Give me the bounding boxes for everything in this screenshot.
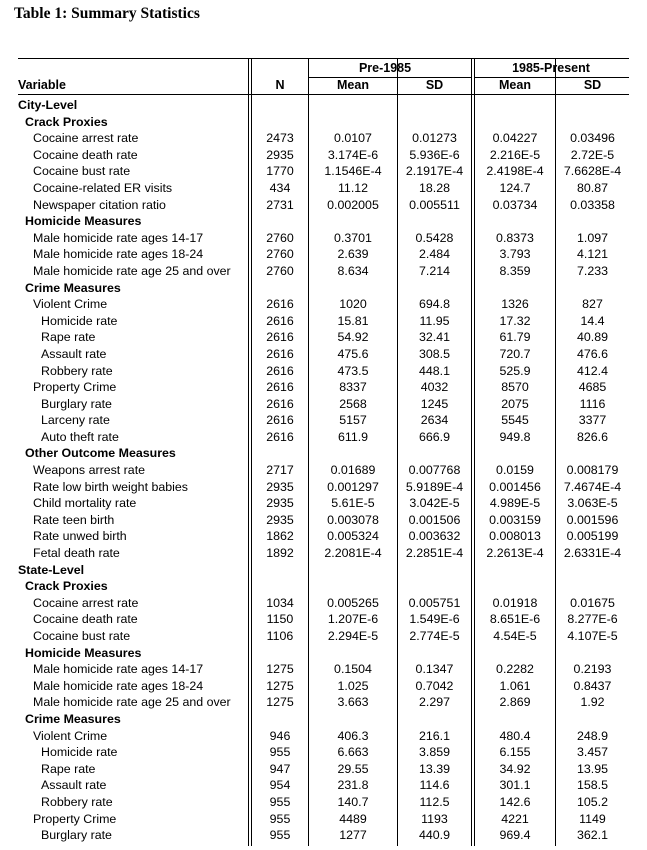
cell-sd-post: 826.6 [576,429,608,444]
cell-sd-pre: 308.5 [418,346,450,361]
cell-mean-post: 2.216E-5 [489,147,541,162]
cell-n: 2616 [266,429,294,444]
cell-mean-pre: 15.81 [337,313,369,328]
cell-sd-pre: 2.774E-5 [409,629,460,643]
cell-mean-pre: 0.003078 [327,512,379,527]
cell-mean-pre: 8337 [339,380,367,395]
table-row [0,528,647,545]
cell-sd-post: 8.277E-6 [567,612,618,627]
table-row [0,130,647,147]
cell-sd-pre: 5.936E-6 [409,147,460,162]
row-label: Weapons arrest rate [33,463,146,478]
cell-sd-pre: 0.01273 [412,131,457,146]
section-header-row [0,645,647,662]
row-label: Male homicide rate ages 14-17 [33,230,204,245]
section-label: City-Level [18,98,78,112]
cell-sd-pre: 0.007768 [408,463,461,478]
table-row [0,296,647,313]
cell-mean-post: 2.2613E-4 [486,546,544,561]
column-header-variable: Variable [18,78,66,92]
cell-mean-pre: 5.61E-5 [331,496,375,511]
cell-mean-post: 124.7 [499,180,531,195]
cell-sd-post: 362.1 [576,828,608,843]
cell-mean-post: 949.8 [499,429,531,444]
cell-n: 1770 [266,164,294,179]
cell-mean-pre: 1.207E-6 [327,612,379,627]
cell-sd-pre: 2634 [420,413,449,428]
cell-mean-post: 0.003159 [489,512,541,527]
table-row [0,329,647,346]
cell-mean-pre: 29.55 [337,761,369,776]
cell-mean-post: 5545 [501,413,529,428]
cell-n: 1275 [266,678,294,693]
cell-n: 2935 [266,496,294,511]
cell-mean-pre: 0.005324 [327,529,379,544]
cell-mean-post: 2.869 [499,695,531,710]
table-row [0,728,647,745]
table-row [0,744,647,761]
cell-sd-pre: 13.39 [418,761,450,776]
cell-mean-post: 1326 [501,297,529,312]
cell-n: 955 [269,794,291,809]
cell-n: 2616 [266,313,294,328]
cell-mean-pre: 8.634 [337,263,369,278]
cell-n: 954 [269,778,291,793]
section-label: Homicide Measures [25,645,142,660]
section-header-row [0,578,647,595]
table-row [0,545,647,562]
cell-sd-pre: 0.001506 [408,512,461,527]
cell-mean-pre: 2.639 [337,247,369,262]
table-row [0,678,647,695]
cell-mean-post: 2.4198E-4 [486,164,544,179]
cell-n: 1150 [266,612,294,627]
cell-sd-post: 0.01675 [570,595,615,610]
cell-sd-post: 7.4674E-4 [563,479,622,494]
table-row [0,462,647,479]
row-label: Assault rate [41,778,107,793]
row-label: Cocaine-related ER visits [33,180,173,195]
table-row [0,611,647,628]
table-row [0,379,647,396]
cell-n: 2935 [266,147,294,162]
row-label: Rape rate [41,761,96,776]
table-row [0,479,647,496]
cell-mean-post: 0.04227 [492,131,538,146]
row-label: Auto theft rate [41,429,119,444]
row-label: Cocaine death rate [33,147,138,162]
cell-mean-post: 0.8373 [496,230,534,245]
cell-sd-pre: 0.003632 [408,529,461,544]
cell-mean-pre: 0.002005 [327,197,379,212]
cell-mean-post: 61.79 [499,330,531,345]
cell-mean-pre: 0.1504 [334,662,372,677]
cell-sd-post: 0.008179 [566,463,619,478]
column-header-mean-pre: Mean [337,78,369,92]
cell-sd-pre: 2.484 [418,247,450,262]
cell-n: 2616 [266,346,294,361]
cell-sd-pre: 4032 [420,380,449,395]
cell-n: 1034 [266,595,294,610]
cell-mean-post: 969.4 [499,828,531,843]
row-label: Violent Crime [33,297,108,312]
cell-mean-pre: 3.174E-6 [327,147,379,162]
table-row [0,512,647,529]
row-label: Male homicide rate age 25 and over [33,263,231,278]
cell-n: 434 [269,180,291,195]
cell-n: 2616 [266,380,294,395]
row-label: Male homicide rate ages 18-24 [33,678,204,693]
cell-n: 955 [269,745,291,760]
row-label: Homicide rate [41,313,118,328]
cell-sd-post: 0.8437 [573,678,612,693]
cell-sd-pre: 0.7042 [415,678,454,693]
cell-mean-post: 0.008013 [489,529,541,544]
row-label: Male homicide rate ages 14-17 [33,662,204,677]
cell-mean-pre: 54.92 [337,330,369,345]
cell-mean-post: 6.155 [499,745,531,760]
cell-mean-post: 34.92 [499,761,531,776]
cell-n: 2760 [266,230,294,245]
table-row [0,777,647,794]
column-header-sd-pre: SD [425,78,444,92]
cell-n: 955 [269,828,291,843]
table-row [0,694,647,711]
cell-sd-pre: 2.297 [418,695,450,710]
cell-mean-post: 17.32 [499,313,531,328]
table-row [0,661,647,678]
cell-n: 1275 [266,662,294,677]
cell-sd-pre: 114.6 [419,778,450,793]
table-row [0,412,647,429]
row-label: Male homicide rate age 25 and over [33,695,231,710]
table-row [0,827,647,844]
cell-mean-post: 4.989E-5 [489,496,541,511]
cell-mean-pre: 473.5 [337,363,369,378]
cell-sd-pre: 0.1347 [415,662,454,677]
table-row [0,794,647,811]
cell-sd-pre: 694.8 [418,297,450,312]
column-header-mean-post: Mean [499,78,531,92]
row-label: Fetal death rate [33,546,120,561]
cell-mean-pre: 0.01689 [330,463,376,478]
cell-mean-post: 0.01918 [492,595,538,610]
cell-sd-post: 4685 [578,380,607,395]
section-label: Other Outcome Measures [25,446,176,461]
cell-mean-pre: 11.12 [337,180,369,195]
cell-n: 2731 [266,197,294,212]
cell-sd-pre: 2.1917E-4 [405,164,464,179]
row-label: Homicide rate [41,745,118,760]
row-label: Burglary rate [41,396,112,411]
cell-mean-pre: 3.663 [337,695,369,710]
cell-sd-pre: 440.9 [418,828,450,843]
section-header-row [0,114,647,131]
table-row [0,313,647,330]
cell-sd-pre: 1245 [420,396,449,411]
section-label: State-Level [18,562,85,577]
section-label: Crime Measures [25,280,121,295]
cell-sd-post: 7.233 [576,263,608,278]
row-label: Robbery rate [41,794,113,809]
cell-n: 2935 [266,512,294,527]
cell-mean-post: 8570 [501,380,529,395]
cell-sd-post: 40.89 [576,330,608,345]
cell-sd-post: 412.4 [576,363,608,378]
section-label: Homicide Measures [25,214,142,229]
cell-mean-pre: 0.0107 [334,131,372,146]
cell-n: 2616 [266,413,294,428]
section-header-row [0,562,647,579]
cell-mean-post: 525.9 [499,363,531,378]
row-label: Cocaine arrest rate [33,131,139,146]
cell-mean-post: 8.651E-6 [489,612,541,627]
cell-n: 1275 [266,695,294,710]
cell-sd-post: 158.5 [576,778,608,793]
row-label: Robbery rate [41,363,113,378]
cell-sd-post: 2.72E-5 [570,147,615,162]
cell-mean-post: 301.1 [499,778,531,793]
section-header-row [0,711,647,728]
cell-sd-pre: 1193 [421,811,448,826]
row-label: Rate low birth weight babies [33,479,188,494]
cell-sd-pre: 3.042E-5 [409,496,460,511]
table-row [0,246,647,263]
cell-n: 2616 [266,396,294,411]
table-row [0,429,647,446]
cell-mean-post: 2075 [501,396,529,411]
table-body [0,97,647,844]
cell-sd-post: 1.097 [576,230,608,245]
cell-mean-post: 480.4 [499,728,531,743]
cell-sd-post: 476.6 [576,346,608,361]
table-row [0,396,647,413]
cell-mean-pre: 231.8 [337,778,369,793]
cell-sd-post: 13.95 [576,761,608,776]
table-row [0,263,647,280]
cell-mean-pre: 5157 [339,413,367,428]
row-label: Assault rate [41,346,107,361]
cell-mean-pre: 6.663 [337,745,369,760]
cell-sd-post: 1116 [579,396,606,411]
cell-n: 2935 [266,479,294,494]
table-row [0,346,647,363]
row-label: Cocaine death rate [33,612,138,627]
row-label: Child mortality rate [33,496,137,511]
cell-n: 1106 [266,629,294,643]
cell-n: 2616 [266,330,294,345]
cell-sd-pre: 5.9189E-4 [405,479,464,494]
cell-n: 2616 [266,297,294,312]
cell-sd-post: 3.063E-5 [567,496,618,511]
cell-mean-pre: 140.7 [337,794,369,809]
cell-sd-pre: 3.859 [418,745,450,760]
cell-mean-post: 0.0159 [496,463,534,478]
cell-sd-post: 7.6628E-4 [563,164,622,179]
section-label: Crack Proxies [25,114,108,129]
section-header-row [0,213,647,230]
cell-sd-pre: 112.5 [419,794,450,809]
cell-mean-post: 142.6 [499,794,531,809]
group-header-1985-present: 1985-Present [512,61,590,75]
cell-sd-post: 2.6331E-4 [563,546,622,561]
cell-sd-pre: 11.95 [419,313,450,328]
cell-mean-post: 3.793 [499,247,531,262]
cell-mean-pre: 1277 [339,828,367,843]
row-label: Male homicide rate ages 18-24 [33,247,204,262]
cell-mean-pre: 0.005265 [327,595,379,610]
row-label: Burglary rate [41,828,112,843]
cell-mean-post: 4221 [501,811,529,826]
row-label: Property Crime [33,380,117,395]
cell-mean-pre: 406.3 [337,728,369,743]
cell-sd-post: 0.03496 [570,131,615,146]
cell-sd-post: 0.03358 [570,197,615,212]
cell-mean-pre: 0.001297 [327,479,379,494]
cell-sd-pre: 2.2851E-4 [405,546,464,561]
cell-n: 2760 [266,263,294,278]
cell-sd-post: 4.121 [576,247,608,262]
cell-mean-post: 0.03734 [492,197,538,212]
table-top-rule [18,58,629,59]
cell-mean-post: 8.359 [499,263,531,278]
cell-n: 2616 [266,363,294,378]
table-row [0,495,647,512]
cell-sd-pre: 0.005511 [409,197,460,212]
column-header-sd-post: SD [583,78,602,92]
cell-sd-pre: 32.41 [418,330,450,345]
section-header-row [0,445,647,462]
cell-n: 1892 [266,546,294,561]
cell-sd-post: 3.457 [576,745,608,760]
cell-sd-post: 4.107E-5 [567,629,618,643]
cell-mean-pre: 2568 [339,396,367,411]
cell-sd-post: 14.4 [580,313,605,328]
cell-sd-pre: 0.005751 [408,595,461,610]
row-label: Larceny rate [41,413,110,428]
row-label: Rate teen birth [33,512,115,527]
cell-n: 2760 [266,247,294,262]
cell-n: 947 [269,761,291,776]
cell-mean-post: 720.7 [499,346,531,361]
table-row [0,163,647,180]
cell-mean-post: 4.54E-5 [493,629,537,643]
table-row [0,628,647,645]
table-row [0,595,647,612]
cell-mean-pre: 1.1546E-4 [324,164,382,179]
cell-n: 946 [269,728,291,743]
cell-sd-post: 0.2193 [573,662,612,677]
row-label: Cocaine arrest rate [33,595,139,610]
cell-n: 2717 [266,463,294,478]
cell-mean-pre: 2.2081E-4 [324,546,382,561]
cell-sd-post: 0.001596 [566,512,619,527]
cell-mean-post: 0.001456 [489,479,541,494]
cell-sd-pre: 18.28 [418,180,450,195]
row-label: Rate unwed birth [33,529,127,544]
row-label: Property Crime [33,811,117,826]
cell-sd-pre: 666.9 [418,429,450,444]
row-label: Rape rate [41,330,96,345]
cell-sd-pre: 216.1 [418,728,450,743]
cell-mean-pre: 2.294E-5 [327,629,379,643]
section-label: Crime Measures [25,711,121,726]
row-label: Violent Crime [33,728,108,743]
column-header-n: N [275,78,285,92]
table-row [0,230,647,247]
header-rule [18,94,629,95]
cell-mean-pre: 4489 [339,811,367,826]
cell-sd-post: 3377 [578,413,607,428]
cell-sd-post: 1.92 [580,695,605,710]
table-row [0,363,647,380]
cell-mean-pre: 611.9 [337,429,369,444]
cell-n: 2473 [266,131,294,146]
row-label: Cocaine bust rate [33,164,131,179]
row-label: Newspaper citation ratio [33,197,166,212]
row-label: Cocaine bust rate [33,629,131,643]
table-row [0,197,647,214]
cell-n: 1862 [266,529,294,544]
table-row [0,180,647,197]
cell-sd-pre: 1.549E-6 [409,612,460,627]
table-caption: Table 1: Summary Statistics [14,5,200,22]
cell-sd-pre: 0.5428 [415,230,454,245]
cell-mean-post: 0.2282 [496,662,534,677]
cell-mean-pre: 1.025 [337,678,369,693]
table-row [0,761,647,778]
cell-sd-post: 248.9 [576,728,608,743]
cell-mean-post: 1.061 [499,678,531,693]
section-header-row [0,280,647,297]
cell-mean-pre: 475.6 [337,346,369,361]
group-header-pre-1985: Pre-1985 [358,61,412,75]
cell-n: 955 [269,811,291,826]
cell-sd-pre: 448.1 [418,363,450,378]
cell-sd-post: 80.87 [576,180,608,195]
cell-sd-post: 105.2 [576,794,608,809]
table-row [0,811,647,828]
section-label: Crack Proxies [25,579,108,594]
cell-sd-post: 0.005199 [566,529,619,544]
section-header-row [0,97,647,114]
cell-sd-post: 1149 [579,811,606,826]
cell-sd-pre: 7.214 [418,263,450,278]
table-row [0,147,647,164]
cell-mean-pre: 0.3701 [334,230,372,245]
cell-mean-pre: 1020 [339,297,367,312]
cell-sd-post: 827 [582,297,603,312]
